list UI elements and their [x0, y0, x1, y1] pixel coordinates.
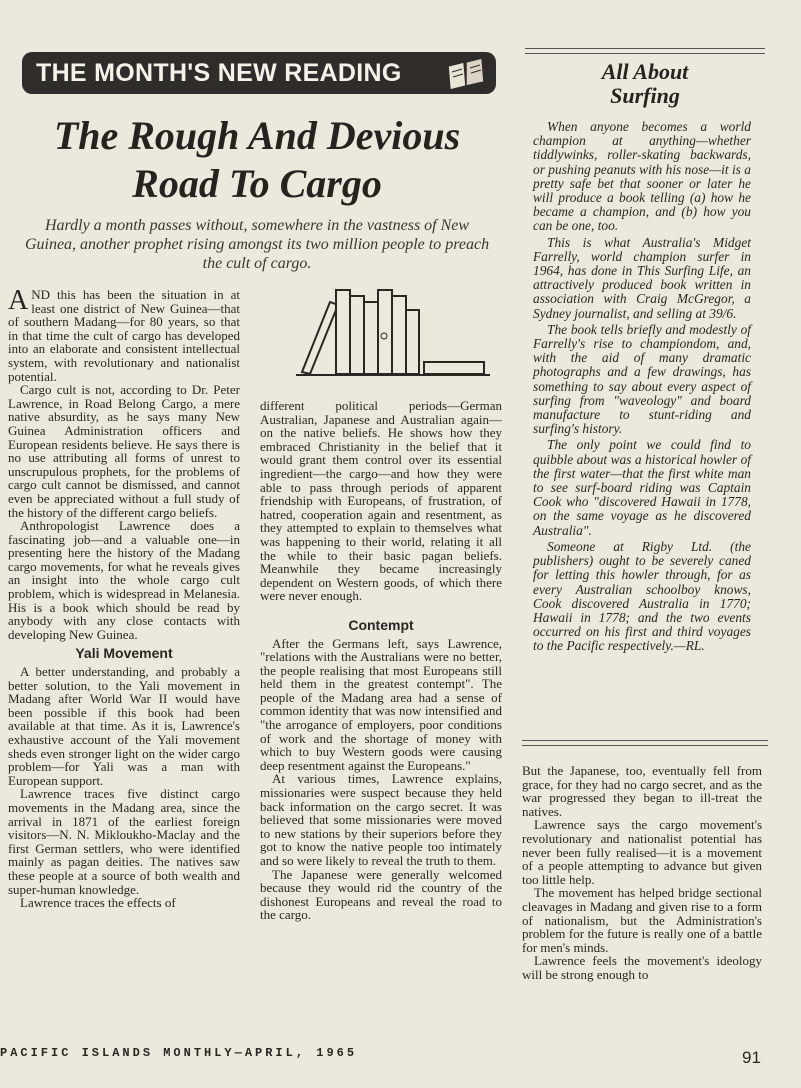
- sidebar-title: [525, 60, 765, 108]
- article-paragraph: The movement has helped bridge sectional cleavages in Madang and given rise to a form of nationalism, but the Administration's problem for the future is really one of a battle for men's minds.: [522, 885, 762, 955]
- sidebar-title-line2: Surfing: [610, 83, 680, 108]
- sidebar-body: [533, 120, 751, 656]
- article-title-line2: Road To Cargo: [132, 161, 382, 206]
- article-paragraph: Anthropologist Lawrence does a fascinating job—and a valuable one—in presenting here the history of the Madang cargo movements, for what he reveals gives an insight into the whole cargo cult problem, which is widespread in Melanesia. His is a book which should be read by anybody with any close contacts with developing New Guinea.: [8, 518, 240, 642]
- sidebar-paragraph: The only point we could find to quibble about was a historical howler of the first water—that the first white man to see surf-board riding was Captain Cook who "discovered Hawaii in 1778, on the same voyage as he discovered Australia".: [533, 437, 751, 538]
- article-paragraph: Lawrence feels the movement's ideology will be strong enough to: [522, 953, 762, 982]
- sidebar-top-rule: [525, 48, 765, 54]
- article-paragraph: different political periods—German Australian, Japanese and Australian again—on the native beliefs. He shows how they embraced Christianity in the belief that it would grant them control over its essential ingredient—the cargo—and how they were able to pass through periods of apparent friendship with Europeans, of frustration, of hatred, cooperation again and resentment, as they attempted to explain to themselves what was happening to their world, relating it all the while to their basic pagan beliefs. Meanwhile they became increasingly dependent on Western goods, of which there were never enough.: [260, 398, 502, 604]
- subhead-yali-movement: Yali Movement: [75, 645, 173, 662]
- article-column-1: [8, 285, 240, 911]
- article-column-3: [522, 764, 762, 982]
- article-paragraph: Lawrence traces the effects of: [20, 895, 176, 911]
- article-paragraph: Lawrence traces five distinct cargo movements in the Madang area, since the arrival in 1871 of the earliest foreign visitors—N. N. Mikloukho-Maclay and the first German settlers, who were identified mainly as pagan deities. The natives saw these people at a source of both wealth and super-human knowledge.: [8, 786, 240, 897]
- dropcap: A: [8, 285, 29, 316]
- running-footer: PACIFIC ISLANDS MONTHLY—APRIL, 1965: [0, 1046, 358, 1060]
- article-paragraph: AND this has been the situation in at least one district of New Guinea—that of southern Madang—for 80 years, so that in that time the cult of cargo has developed into an elaborate and consistent intellectual system, with revolutionary and nationalist potential.: [8, 285, 240, 384]
- article-paragraph: At various times, Lawrence explains, missionaries were suspect because they held back information on the cargo secret. It was believed that some missionaries were moved to new stations by their superiors before they got to know the native people too intimately and so were likely to reveal the truth to them.: [260, 771, 502, 868]
- books-illustration: [296, 288, 490, 378]
- sidebar-bottom-rule: [522, 740, 768, 746]
- article-paragraph: The Japanese were generally welcomed because they would rid the country of the dishonest Europeans and reveal the road to the cargo.: [260, 866, 502, 923]
- sidebar-paragraph: The book tells briefly and modestly of Farrelly's rise to championdom, and, with the aid of many dramatic photographs and a few drawings, has something to say about every aspect of surfing from "waveology" and board manufacture to stunt-riding and surfing's history.: [533, 321, 751, 437]
- section-banner: [22, 52, 496, 94]
- article-lede: Hardly a month passes without, somewhere in the vastness of New Guinea, another prophet rising amongst its two million people to preach the cult of cargo.: [24, 217, 490, 272]
- sidebar-title-line1: All About: [601, 59, 689, 84]
- sidebar-paragraph: This is what Australia's Midget Farrelly, world champion surfer in 1964, has done in This Surfing Life, an attractively produced book written in association with Craig McGregor, a Sydney journalist, and selling at 39/6.: [533, 234, 751, 321]
- open-book-icon: [444, 56, 488, 92]
- sidebar-paragraph: When anyone becomes a world champion at anything—whether tiddlywinks, roller-skating backwards, or pushing peanuts with his nose—it is a pretty safe bet that sooner or later he will produce a book telling (a) how he became a champion, and (b) how you can be one, too.: [533, 119, 751, 234]
- article-column-2: [260, 399, 502, 922]
- article-paragraph: Cargo cult is not, according to Dr. Peter Lawrence, in Road Belong Cargo, a mere native absurdity, as he says many New Guinea Administration officers and European residents believe. He says there is no use attributing all forms of unrest to unscrupulous prophets, for the problems of cargo cult cannot be dismissed, and cannot even be appreciated without a full study of the history of the different cargo beliefs.: [8, 382, 240, 520]
- sidebar-paragraph: Someone at Rigby Ltd. (the publishers) ought to be severely caned for letting this howler through, for as every Australian schoolboy knows, Cook discovered Australia in 1770; Hawaii in 1778; and the two events occurred on his first and third voyages to the Pacific respectively.—RL.: [533, 538, 751, 654]
- article-paragraph: Lawrence says the cargo movement's revolutionary and nationalist potential has never been fully realised—it is a movement of a people attempting to advance but given too little help.: [522, 817, 762, 887]
- page-number: 91: [742, 1048, 761, 1067]
- section-banner-label: THE MONTH'S NEW READING: [36, 58, 402, 87]
- subhead-contempt: Contempt: [348, 616, 414, 633]
- article-paragraph: A better understanding, and probably a better solution, to the Yali movement in Madang after World War II would have been possible if this book had been available at that time. As it is, Lawrence's exhaustive account of the Yali movement sheds even stronger light on the wider cargo problem—for Yali was a man with European support.: [8, 664, 240, 788]
- article-title: [22, 112, 492, 208]
- article-paragraph: But the Japanese, too, eventually fell from grace, for they had no cargo secret, and as the war progressed they began to ill-treat the natives.: [522, 763, 762, 819]
- article-paragraph: After the Germans left, says Lawrence, "relations with the Australians were no better, the people realising that most Europeans still held them in the greatest contempt". The people of the Madang area had a sense of common identity that was now intensified and "the arrogance of employers, poor conditions of work and the shortage of money with which to buy Western goods were causing deep resentment against the Europeans.": [260, 635, 502, 773]
- article-title-line1: The Rough And Devious: [53, 113, 461, 158]
